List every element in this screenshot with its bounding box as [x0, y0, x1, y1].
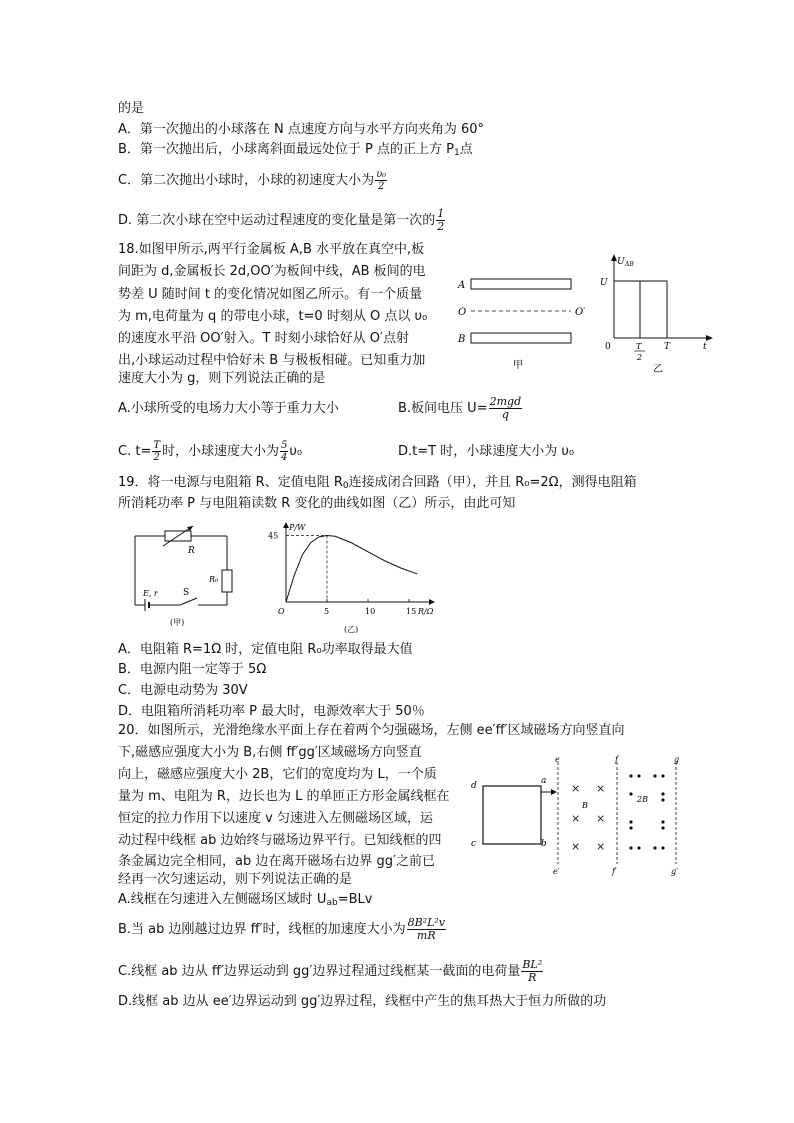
- q20-stem-5: 恒定的拉力作用下以速度 v 匀速进入左侧磁场区域，运: [118, 811, 433, 826]
- frac-den: 4: [281, 452, 288, 463]
- chart-x-tick-5: 5: [324, 607, 330, 616]
- q17-option-a: A．第一次抛出的小球落在 N 点速度方向与水平方向夹角为 60°: [118, 122, 485, 137]
- q20-stem-6: 动过程中线框 ab 边始终与磁场边界平行。已知线框的四: [118, 833, 442, 848]
- label-o-prime: O′: [575, 307, 586, 318]
- label-r: R: [188, 546, 195, 556]
- chart-caption: (乙): [344, 625, 359, 634]
- q18-option-a: A.小球所受的电场力大小等于重力大小: [118, 401, 339, 416]
- q20-option-a: [118, 891, 372, 912]
- q17-option-b-text: B．第一次抛出后，小球离斜面最远处位于 P 点的正上方 P: [118, 142, 454, 157]
- q18-stem-2: 间距为 d,金属板长 2d,OO′为板间中线，AB 板间的电: [118, 264, 426, 279]
- label-g-prime: g′: [671, 867, 678, 876]
- plate-b: [471, 333, 571, 343]
- q20-option-b-text: B.当 ab 边刚越过边界 ff′时，线框的加速度大小为: [118, 922, 406, 937]
- q18-stem-5: 的速度水平沿 OO′射入。T 时刻小球恰好从 O′点射: [118, 331, 409, 346]
- q18-stem-7: 速度大小为 g，则下列说法正确的是: [118, 371, 326, 386]
- q18-stem-4: 为 m,电荷量为 q 的带电小球，t=0 时刻从 O 点以 υ₀: [118, 309, 428, 324]
- q20-stem-7: 条金属边完全相同，ab 边在离开磁场右边界 gg′之前已: [118, 854, 435, 869]
- q20-option-d: D.线框 ab 边从 ee′边界运动到 gg′边界过程，线框中产生的焦耳热大于恒力所做的功: [118, 994, 607, 1009]
- q17-option-b-end: 点: [459, 142, 473, 157]
- q17-tail: 的是: [118, 101, 145, 116]
- power-curve: [286, 536, 417, 603]
- label-b: B: [458, 334, 466, 345]
- frac-den: 2: [377, 181, 385, 192]
- chart-x-tick-10: 10: [365, 607, 376, 616]
- q17-option-d-text: D. 第二次小球在空中运动过程速度的变化量是第一次的: [118, 213, 436, 228]
- q18-figure-voltage-graph: [595, 250, 715, 375]
- frac-num: 1: [437, 207, 445, 220]
- q20-option-a-end: =BLv: [337, 892, 373, 907]
- q19-option-c: C．电源电动势为 30V: [118, 683, 248, 698]
- label-d: d: [471, 781, 477, 791]
- frac-num: 8B²L²v: [407, 916, 445, 929]
- frac-den: 2: [153, 452, 160, 463]
- svg-text:×: ×: [571, 812, 581, 825]
- q20-stem-3: 向上，磁感应强度大小 2B，它们的宽度均为 L，一个质: [118, 767, 437, 782]
- q17-option-d-frac: [436, 208, 445, 233]
- q18-figure-plates: [455, 270, 605, 370]
- q18-option-c-end: υ₀: [289, 444, 303, 459]
- q20-option-c-frac: [521, 959, 543, 984]
- q20-option-b-frac: [407, 917, 446, 942]
- tick-t-half-den: 2: [637, 353, 643, 362]
- chart-x-tick-O: O: [278, 607, 285, 616]
- svg-text:×: ×: [596, 782, 606, 795]
- q18-option-b-frac: [489, 396, 523, 421]
- q17-option-d: [118, 208, 446, 233]
- label-o: O: [458, 307, 467, 318]
- label-r0: R₀: [209, 575, 219, 584]
- q19-circuit-diagram: [125, 522, 237, 634]
- q18-stem-6: 出,小球运动过程中恰好未 B 与极板相碰。已知重力加: [118, 353, 426, 368]
- q18-option-c: [118, 440, 302, 463]
- label-f: f: [615, 755, 618, 764]
- q18-option-b: [398, 396, 523, 421]
- q19-stem-2: 所消耗功率 P 与电阻箱读数 R 变化的曲线如图（乙）所示，由此可知: [118, 496, 516, 511]
- q20-magnetic-field-figure: [465, 752, 690, 882]
- q18-option-d: D.t=T 时，小球速度大小为 υ₀: [398, 444, 575, 459]
- frac-num: 2mgd: [489, 395, 522, 408]
- resistor-r0: [222, 570, 232, 592]
- tick-t: T: [664, 342, 671, 352]
- label-s: S: [183, 588, 190, 598]
- switch-s: [180, 598, 197, 605]
- frac-den: mR: [416, 929, 436, 942]
- tick-t-half-num: T: [636, 342, 642, 351]
- frac-num: T: [153, 440, 161, 451]
- q18-stem-1: 18.如图甲所示,两平行金属板 A,B 水平放在真空中,板: [118, 242, 425, 257]
- y-label: U: [617, 257, 625, 267]
- q17-option-b-sub: 1: [454, 148, 460, 158]
- q20-stem-8: 经再一次匀速运动，则下列说法正确的是: [118, 872, 353, 887]
- y-tick-u: U: [600, 278, 608, 288]
- frac-num: 5: [281, 440, 288, 451]
- q17-option-b: [118, 141, 473, 162]
- svg-text:×: ×: [596, 812, 606, 825]
- q17-option-c-frac: [375, 169, 387, 192]
- caption-jia: 甲: [513, 360, 523, 370]
- svg-text:×: ×: [571, 840, 581, 853]
- field-out-of-page: [629, 774, 664, 849]
- q20-stem-1: 20．如图所示，光滑绝缘水平面上存在着两个匀强磁场，左侧 ee′ff′区域磁场方向竖直向: [118, 723, 625, 738]
- q19-stem-1-text: 19．将一电源与电阻箱 R、定值电阻 R: [118, 475, 343, 490]
- q18-option-c-frac-t: [152, 440, 161, 463]
- caption-yi: 乙: [653, 364, 663, 375]
- chart-y-label: P/W: [289, 523, 306, 532]
- q18-option-c-text: C. t=: [118, 444, 152, 459]
- square-frame: [483, 786, 541, 844]
- frac-den: 2: [437, 220, 445, 233]
- q19-stem-1-sub: 0: [342, 481, 349, 491]
- q19-stem-1: [118, 474, 637, 495]
- q17-option-c: [118, 169, 388, 192]
- label-a: A: [458, 280, 466, 291]
- label-f-prime: f′: [612, 867, 617, 876]
- label-b20: b: [541, 839, 547, 849]
- q18-option-c-mid: 时，小球速度大小为: [162, 444, 280, 459]
- label-c: c: [471, 839, 477, 849]
- svg-text:×: ×: [571, 782, 581, 795]
- q17-option-c-text: C．第二次抛出小球时，小球的初速度大小为: [118, 173, 375, 188]
- q20-option-b: [118, 917, 447, 942]
- y-label-sub: AB: [625, 261, 634, 268]
- q19-stem-1-end: 连接成闭合回路（甲），并且 R₀=2Ω，测得电阻箱: [348, 475, 637, 490]
- chart-y-tick-45: 45: [268, 531, 279, 541]
- q18-stem-3: 势差 U 随时间 t 的变化情况如图乙所示。有一个质量: [118, 287, 423, 302]
- chart-x-tick-15: 15: [406, 607, 417, 616]
- chart-x-label: R/Ω: [418, 607, 434, 616]
- q19-option-b: B．电源内阻一定等于 5Ω: [118, 662, 267, 677]
- x-label: t: [703, 342, 707, 352]
- q20-stem-2: 下,磁感应强度大小为 B,右侧 ff′gg′区域磁场方向竖直: [118, 745, 422, 760]
- svg-text:×: ×: [596, 840, 606, 853]
- label-e: e: [555, 755, 560, 764]
- q20-option-a-sub: ab: [326, 898, 338, 908]
- q20-option-c: [118, 959, 544, 984]
- q19-power-chart: [264, 518, 449, 638]
- q20-option-a-text: A.线框在匀速进入左侧磁场区域时 U: [118, 892, 327, 907]
- frac-num: BL²: [522, 958, 543, 971]
- power-chart-svg: [264, 518, 449, 638]
- label-field-b: B: [582, 801, 588, 810]
- label-field-2b: 2B: [637, 795, 648, 804]
- q18-option-c-frac-v: [280, 440, 288, 463]
- q19-option-d: D．电阻箱所消耗功率 P 最大时，电源效率大于 50％: [118, 704, 425, 719]
- label-e-r: E, r: [143, 589, 158, 598]
- q20-stem-4: 量为 m、电阻为 R，边长也为 L 的单匝正方形金属线框在: [118, 789, 450, 804]
- field-into-page: [571, 782, 605, 853]
- frac-num: υ₀: [376, 169, 387, 180]
- caption-jia-19: (甲): [170, 618, 185, 627]
- label-g: g: [674, 755, 680, 764]
- label-a20: a: [541, 776, 547, 786]
- label-e-prime: e′: [553, 867, 560, 876]
- origin-label: 0: [605, 342, 611, 352]
- plate-a: [471, 279, 571, 289]
- q20-option-c-text: C.线框 ab 边从 ff′边界运动到 gg′边界过程通过线框某一截面的电荷量: [118, 964, 521, 979]
- frac-den: q: [501, 408, 509, 421]
- frac-den: R: [528, 971, 537, 984]
- q19-option-a: A．电阻箱 R=1Ω 时，定值电阻 R₀功率取得最大值: [118, 642, 413, 657]
- q18-option-b-text: B.板间电压 U=: [398, 401, 488, 416]
